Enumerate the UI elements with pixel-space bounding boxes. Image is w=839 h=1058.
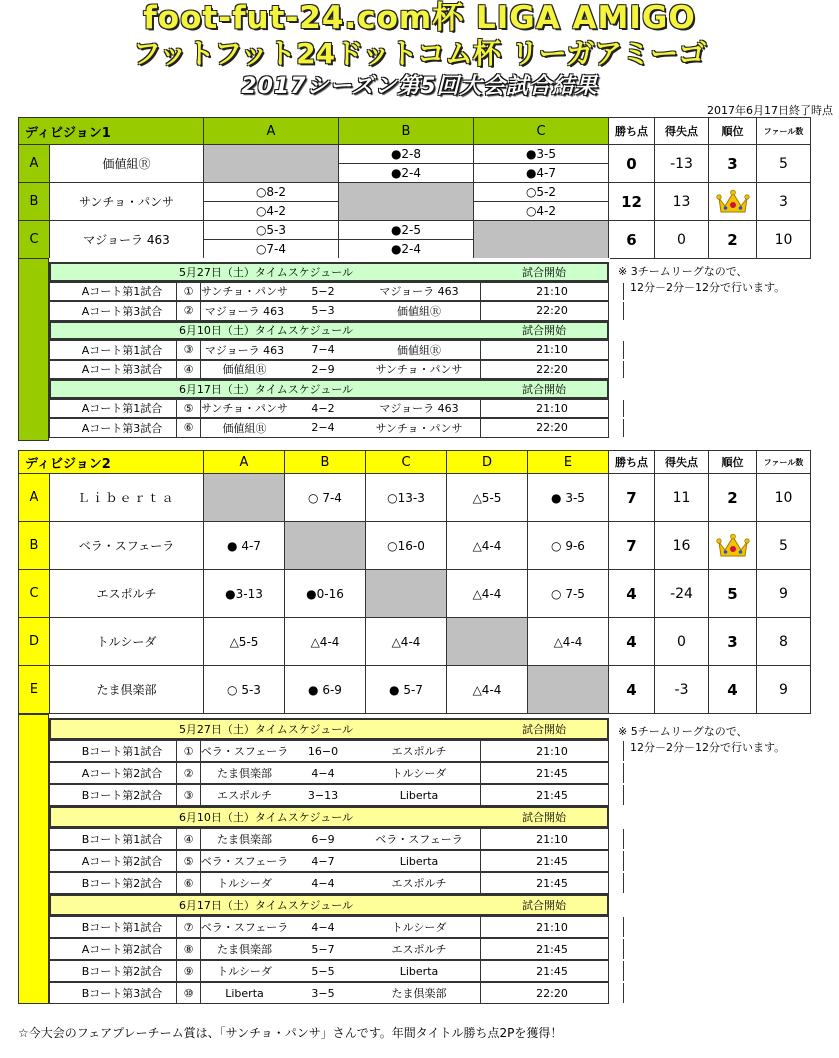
team-name: エスポルチ [50,570,204,618]
away-team: 価値組Ⓡ [397,343,441,357]
points-header: 勝ち点 [609,118,655,145]
match-number: ⑤ [176,851,201,871]
match-score: 4−4 [311,920,335,934]
kickoff-header: 試合開始 [522,324,566,338]
self-match-cell [528,666,609,714]
rank-value [709,522,757,570]
result-cell: △4-4 [447,666,528,714]
result-cell: △5-5 [447,474,528,522]
away-team: トルシーダ [391,767,447,780]
result-cell: ○5-2 [474,183,609,202]
court-label: Bコート第3試合 [81,987,163,1000]
rank-header: 順位 [709,118,757,145]
fouls-value: 5 [757,522,811,570]
division2-note-line1: ※ 5チームリーグなので、 [618,725,748,738]
result-cell: ●2-4 [339,164,474,183]
team-row [19,666,811,714]
team-letter: A [19,474,50,522]
match-number: ⑥ [176,873,201,893]
goal-diff-value: -13 [655,145,709,183]
kickoff-time: 21:10 [480,917,624,937]
home-team: ベラ・スフェーラ [200,855,289,868]
result-cell: ○ 9-6 [528,522,609,570]
away-team: サンチョ・パンサ [375,363,463,377]
result-cell: ○ 7-4 [285,474,366,522]
schedule-row [49,982,609,1004]
kickoff-header: 試合開始 [522,265,566,279]
points-header: 勝ち点 [609,451,655,474]
kickoff-time: 21:10 [480,829,624,849]
result-cell: ●0-16 [285,570,366,618]
col-header: D [447,451,528,474]
result-cell: △4-4 [285,618,366,666]
goal-diff-value: 16 [655,522,709,570]
kickoff-time: 21:10 [480,400,624,418]
division1-table [18,117,811,259]
kickoff-time: 21:45 [480,851,624,871]
col-header: B [285,451,366,474]
rank-value: 2 [709,474,757,522]
schedule-row [49,762,609,784]
division2-note [618,724,785,756]
division1-header-row [19,118,811,145]
match-number: ⑥ [176,419,201,437]
match-number: ④ [176,829,201,849]
match-score: 7−4 [311,343,335,357]
schedule-row [49,872,609,894]
kickoff-time: 22:20 [480,983,624,1003]
result-cell: △4-4 [528,618,609,666]
division1-schedule [18,258,610,441]
rank-value: 2 [709,221,757,259]
points-value: 12 [609,183,655,221]
away-team: Liberta [399,854,439,868]
home-team: マジョーラ 463 [204,304,285,318]
title-line-1: foot-fut-24.com杯 LIGA AMIGO [143,0,696,36]
kickoff-header: 試合開始 [522,382,566,396]
points-value: 4 [609,618,655,666]
fouls-value: 8 [757,618,811,666]
schedule-day-header [49,262,609,282]
fouls-value: 10 [757,474,811,522]
result-cell: △4-4 [447,522,528,570]
court-label: Bコート第1試合 [81,745,163,758]
schedule-row [49,784,609,806]
division2-header-row [19,451,811,474]
away-team: サンチョ・パンサ [375,421,463,435]
result-cell: ● 6-9 [285,666,366,714]
team-letter: B [19,183,50,221]
schedule-day-header [49,718,609,740]
result-cell: △4-4 [447,570,528,618]
home-team: たま倶楽部 [217,767,272,780]
title-line-3: 2017シーズン第5回大会試合結果 [241,74,598,99]
match-score: 2−9 [311,362,335,376]
schedule-day-title: 6月10日（土）タイムスケジュール [178,811,354,824]
home-team: ベラ・スフェーラ [200,921,289,934]
home-team: たま倶楽部 [217,943,272,956]
goal-diff-header: 得失点 [655,118,709,145]
fouls-value: 9 [757,666,811,714]
result-cell: ●2-4 [339,240,474,259]
fouls-value: 9 [757,570,811,618]
fouls-value: 10 [757,221,811,259]
team-letter: A [19,145,50,183]
fouls-header: ファール数 [757,118,811,145]
result-cell: ○7-4 [204,240,339,259]
team-letter: D [19,618,50,666]
result-cell: ● 3-5 [528,474,609,522]
schedule-day-header [49,894,609,916]
court-label: Aコート第2試合 [81,943,163,956]
team-row [19,618,811,666]
away-team: エスポルチ [391,943,447,956]
division2-note-line2: 12分－2分－12分で行います。 [630,741,786,754]
division1-note [618,264,785,296]
away-team: Liberta [399,964,439,978]
court-label: Aコート第3試合 [81,304,163,318]
goal-diff-value: 11 [655,474,709,522]
team-name: ベラ・スフェーラ [50,522,204,570]
result-cell: ○ 7-5 [528,570,609,618]
match-score: 5−2 [311,284,335,298]
points-value: 0 [609,145,655,183]
court-label: Aコート第3試合 [81,421,163,435]
schedule-row [49,399,609,419]
match-score: 4−7 [311,854,335,868]
kickoff-time: 21:10 [480,741,624,761]
away-team: エスポルチ [391,745,447,758]
points-value: 4 [609,570,655,618]
court-label: Bコート第2試合 [81,789,163,802]
result-cell: ○4-2 [204,202,339,221]
schedule-day-header [49,379,609,399]
result-cell: ● 5-7 [366,666,447,714]
kickoff-time: 21:45 [480,763,624,783]
fouls-value: 3 [757,183,811,221]
away-team: ベラ・スフェーラ [375,833,463,846]
result-cell: ● 4-7 [204,522,285,570]
schedule-day-title: 6月17日（土）タイムスケジュール [178,382,354,396]
schedule-row [49,828,609,850]
fouls-header: ファール数 [757,451,811,474]
division2-schedule-bar [18,714,49,1004]
self-match-cell [285,522,366,570]
schedule-row [49,960,609,982]
court-label: Aコート第1試合 [81,285,163,299]
team-letter: E [19,666,50,714]
schedule-day-title: 6月10日（土）タイムスケジュール [178,324,354,338]
court-label: Aコート第2試合 [81,767,163,780]
match-score: 6−9 [311,832,335,846]
home-team: サンチョ・パンサ [200,402,289,416]
team-row [19,570,811,618]
points-value: 7 [609,474,655,522]
goal-diff-value: 0 [655,221,709,259]
result-cell: ●2-5 [339,221,474,240]
rank-value: 4 [709,666,757,714]
kickoff-time: 21:45 [480,961,624,981]
points-value: 4 [609,666,655,714]
match-score: 3−5 [311,986,335,1000]
col-header: C [366,451,447,474]
match-score: 16−0 [307,744,339,758]
match-number: ⑧ [176,939,201,959]
home-team: トルシーダ [217,965,272,978]
match-number: ③ [176,341,201,359]
away-team: マジョーラ 463 [379,285,459,299]
kickoff-header: 試合開始 [522,899,566,912]
rank-header: 順位 [709,451,757,474]
col-header: A [204,118,339,145]
team-name: トルシーダ [50,618,204,666]
match-number: ⑨ [176,961,201,981]
team-row [19,474,811,522]
kickoff-time: 21:45 [480,873,624,893]
team-letter: C [19,570,50,618]
result-cell: ○8-2 [204,183,339,202]
result-cell: ●4-7 [474,164,609,183]
match-number: ① [176,283,201,301]
schedule-day-header [49,806,609,828]
col-header: B [339,118,474,145]
crown-icon [716,189,750,215]
kickoff-time: 21:10 [480,283,624,301]
match-number: ⑤ [176,400,201,418]
fair-play-note: ☆今大会のフェアプレーチーム賞は、「サンチョ・パンサ」さんです。年間タイトル勝ち点2Pを獲得！ [18,1026,563,1040]
division2-table [18,450,811,714]
kickoff-time: 21:45 [480,939,624,959]
court-label: Aコート第2試合 [81,855,163,868]
goal-diff-value: -3 [655,666,709,714]
match-score: 3−13 [307,788,339,802]
result-cell: ○5-3 [204,221,339,240]
match-score: 5−5 [311,964,335,978]
rank-value [709,183,757,221]
self-match-cell [447,618,528,666]
team-row [19,522,811,570]
col-header: A [204,451,285,474]
division1-schedule-bar [18,258,49,441]
fouls-value: 5 [757,145,811,183]
crown-icon [716,533,750,559]
match-score: 2−4 [311,421,335,435]
as-of-date: 2017年6月17日終了時点 [707,104,833,117]
result-cell: ●3-5 [474,145,609,164]
away-team: トルシーダ [391,921,447,934]
schedule-row [49,360,609,380]
goal-diff-header: 得失点 [655,451,709,474]
home-team: トルシーダ [217,877,272,890]
home-team: 価値組Ⓡ [222,363,267,377]
rank-value: 3 [709,618,757,666]
home-team: サンチョ・パンサ [200,285,289,299]
goal-diff-value: 0 [655,618,709,666]
title-line-2: フットフット24ドットコム杯 リーガアミーゴ [132,37,707,70]
match-score: 4−4 [311,876,335,890]
schedule-row [49,282,609,302]
match-number: ③ [176,785,201,805]
self-match-cell [204,474,285,522]
kickoff-time: 22:20 [480,361,624,379]
rank-value: 5 [709,570,757,618]
home-team: Liberta [225,986,264,1000]
match-number: ② [176,763,201,783]
match-number: ① [176,741,201,761]
self-match-cell [366,570,447,618]
self-match-cell [204,145,339,183]
home-team: ベラ・スフェーラ [200,745,289,758]
court-label: Bコート第2試合 [81,877,163,890]
away-team: Liberta [399,788,439,802]
schedule-row [49,418,609,438]
col-header: C [474,118,609,145]
result-cell: ○16-0 [366,522,447,570]
goal-diff-value: -24 [655,570,709,618]
schedule-day-header [49,321,609,341]
schedule-day-title: 5月27日（土）タイムスケジュール [178,723,354,736]
away-team: エスポルチ [391,877,447,890]
match-score: 4−4 [311,766,335,780]
goal-diff-value: 13 [655,183,709,221]
team-letter: C [19,221,50,259]
kickoff-time: 21:45 [480,785,624,805]
court-label: Aコート第1試合 [81,343,163,357]
away-team: たま倶楽部 [391,987,447,1000]
schedule-day-title: 6月17日（土）タイムスケジュール [178,899,354,912]
result-cell: ○ 5-3 [204,666,285,714]
points-value: 6 [609,221,655,259]
result-cell: △5-5 [204,618,285,666]
self-match-cell [339,183,474,221]
kickoff-header: 試合開始 [522,811,566,824]
team-name: マジョーラ 463 [50,221,204,259]
court-label: Aコート第1試合 [81,402,163,416]
result-cell: △4-4 [366,618,447,666]
result-cell: ●3-13 [204,570,285,618]
team-name: たま倶楽部 [50,666,204,714]
match-number: ② [176,302,201,320]
self-match-cell [474,221,609,259]
team-letter: B [19,522,50,570]
court-label: Bコート第1試合 [81,921,163,934]
team-name: サンチョ・パンサ [50,183,204,221]
schedule-day-title: 5月27日（土）タイムスケジュール [178,265,354,279]
away-team: マジョーラ 463 [379,402,459,416]
col-header: E [528,451,609,474]
match-score: 5−7 [311,942,335,956]
home-team: エスポルチ [217,789,272,802]
match-number: ④ [176,361,201,379]
home-team: 価値組Ⓡ [222,421,267,435]
result-cell: ○13-3 [366,474,447,522]
division2-schedule [18,714,610,1004]
rank-value: 3 [709,145,757,183]
match-score: 4−2 [311,401,335,415]
points-value: 7 [609,522,655,570]
court-label: Bコート第2試合 [81,965,163,978]
result-cell: ●2-8 [339,145,474,164]
team-name: 価値組Ⓡ [50,145,204,183]
schedule-row [49,938,609,960]
match-score: 5−3 [311,304,335,318]
court-label: Aコート第3試合 [81,363,163,377]
schedule-row [49,916,609,938]
division1-name: ディビジョン1 [19,118,204,145]
match-number: ⑦ [176,917,201,937]
schedule-row [49,850,609,872]
kickoff-time: 21:10 [480,341,624,359]
kickoff-time: 22:20 [480,419,624,437]
court-label: Bコート第1試合 [81,833,163,846]
match-number: ⑩ [176,983,201,1003]
schedule-row [49,340,609,360]
result-cell: ○4-2 [474,202,609,221]
home-team: マジョーラ 463 [204,343,285,357]
schedule-row [49,740,609,762]
schedule-row [49,301,609,321]
division1-note-line2: 12分－2分－12分で行います。 [630,281,786,294]
division2-name: ディビジョン2 [19,451,204,474]
home-team: たま倶楽部 [217,833,272,846]
kickoff-header: 試合開始 [522,723,566,736]
kickoff-time: 22:20 [480,302,624,320]
team-name: Ｌｉｂｅｒｔａ [50,474,204,522]
away-team: 価値組Ⓡ [397,304,441,318]
division1-note-line1: ※ 3チームリーグなので、 [618,265,748,278]
